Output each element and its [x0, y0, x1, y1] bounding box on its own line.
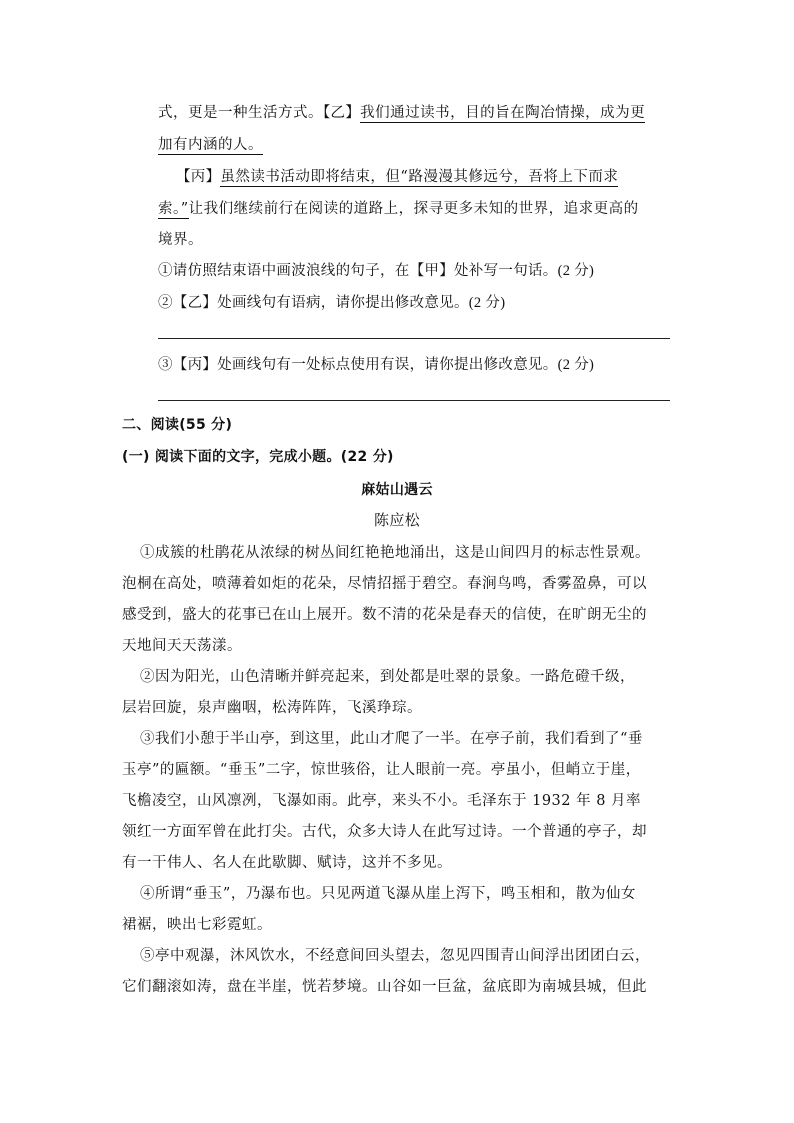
intro-line-3	[176, 165, 794, 186]
intro-text: 让我们继续前行在阅读的道路上，探寻更多未知的世界，追求更高的	[188, 201, 639, 217]
section-heading: 二、阅读(55 分)	[122, 417, 233, 433]
article-line: ④所谓“垂玉”，乃瀑布也。只见两道飞瀑从崖上泻下，鸣玉相和，散为仙女	[140, 886, 636, 902]
mark-yi: 【乙】	[323, 105, 361, 121]
article-line: 泡桐在高处，喷薄着如炬的花朵，尽情招摇于碧空。春涧鸟鸣，香雾盈鼻，可以	[122, 576, 647, 592]
article-line: 领红一方面军曾在此打尖。古代，众多大诗人在此写过诗。一个普通的亭子，却	[122, 824, 647, 840]
article-line: 飞檐凌空，山风凛冽，飞瀑如雨。此亭，来头不小。毛泽东于 1932 年 8 月率	[122, 793, 642, 809]
answer-line-2[interactable]	[158, 338, 670, 339]
article-line: 天地间天天荡漾。	[122, 638, 242, 654]
intro-text: 式，更是一种生活方式。	[158, 105, 323, 121]
question-2: ②【乙】处画线句有语病，请你提出修改意见。(2 分)	[158, 295, 506, 311]
intro-line-4	[158, 197, 794, 218]
article-line: 玉亭”的匾额。“垂玉”二字，惊世骇俗，让人眼前一亮。亭虽小，但峭立于崖，	[122, 762, 641, 778]
underlined-sentence-yi: 我们通过读书，目的旨在陶冶情操，成为更	[360, 105, 646, 121]
article-title: 麻姑山遇云	[361, 482, 433, 498]
underlined-sentence-bing: 虽然读书活动即将结束，但“路漫漫其修远兮，吾将上下而求	[220, 169, 619, 185]
underlined-sentence-bing-end: 索。”	[158, 201, 189, 217]
question-1: ①请仿照结束语中画波浪线的句子，在【甲】处补写一句话。(2 分)	[158, 263, 595, 279]
article-line: 感受到，盛大的花事已在山上展开。数不清的花朵是春天的信使，在旷朗无尘的	[122, 607, 647, 623]
sub-heading: (一) 阅读下面的文字，完成小题。(22 分)	[122, 449, 394, 465]
underlined-sentence-yi-end: 加有内涵的人。	[158, 137, 263, 153]
article-line: ①成簇的杜鹃花从浓绿的树丛间红艳艳地涌出，这是山间四月的标志性景观。	[140, 545, 650, 561]
article-line: ⑤亭中观瀑，沐风饮水，不经意间回头望去，忽见四围青山间浮出团团白云，	[140, 948, 650, 964]
article-line: 有一干伟人、名人在此歇脚、赋诗，这并不多见。	[122, 855, 452, 871]
article-author: 陈应松	[374, 513, 420, 529]
mark-bing: 【丙】	[176, 169, 221, 185]
intro-line-1	[158, 101, 794, 122]
article-line: 裙裾，映出七彩霓虹。	[122, 917, 272, 933]
intro-line-5	[158, 228, 794, 249]
article-line: 层岩回旋，泉声幽咽，松涛阵阵，飞溪琤琮。	[122, 700, 422, 716]
article-line: 它们翻滚如涛，盘在半崖，恍若梦境。山谷如一巨盆，盆底即为南城县城，但此	[122, 979, 647, 995]
answer-line-3[interactable]	[158, 400, 670, 401]
article-line: ②因为阳光，山色清晰并鲜亮起来，到处都是吐翠的景象。一路危磴千级，	[140, 669, 635, 685]
intro-text: 境界。	[158, 232, 203, 248]
intro-line-2	[158, 133, 794, 154]
article-line: ③我们小憩于半山亭，到这里，此山才爬了一半。在亭子前，我们看到了“垂	[140, 731, 643, 747]
question-3: ③【丙】处画线句有一处标点使用有误，请你提出修改意见。(2 分)	[158, 357, 595, 373]
